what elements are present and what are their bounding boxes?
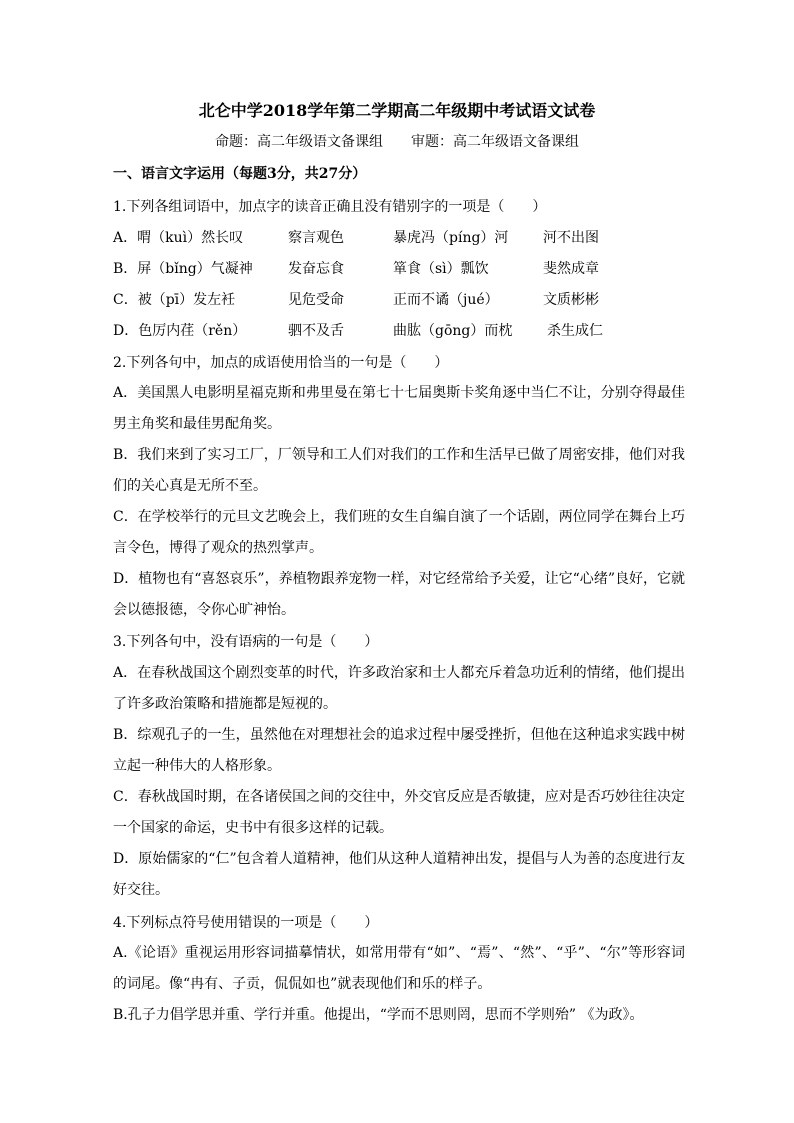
option-item: 察言观色	[288, 230, 344, 246]
question-3-stem: 3.下列各句中，没有语病的一句是（ ）	[113, 634, 379, 650]
option-item: 发奋忘食	[288, 261, 344, 277]
question-3-option-a: A．在春秋战国这个剧烈变革的时代，许多政治家和士人都充斥着急功近利的情绪，他们提出了许多政治策略和措施都是短视的。	[113, 665, 685, 712]
option-item: 正而不谲（jué）	[393, 292, 499, 308]
question-2-option-b: B．我们来到了实习工厂，厂领导和工人们对我们的工作和生活早已做了周密安排，他们对我们的关心真是无所不至。	[113, 447, 685, 494]
question-4-option-a: A.《论语》重视运用形容词描摹情状，如常用带有“如”、“焉”、“然”、“乎”、“尔”等形容词的词尾。像“冉有、子贡，侃侃如也”就表现他们和乐的样子。	[113, 945, 685, 992]
question-2-option-d: D．植物也有“喜怒哀乐”，养植物跟养宠物一样，对它经常给予关爱，让它“心绪”良好，它就会以德报德，令你心旷神怡。	[113, 571, 685, 618]
question-2-option-c: C．在学校举行的元旦文艺晚会上，我们班的女生自编自演了一个话剧，两位同学在舞台上巧言令色，博得了观众的热烈掌声。	[113, 509, 685, 556]
author-setter: 命题：高二年级语文备课组	[215, 134, 383, 150]
question-3-option-b: B．综观孔子的一生，虽然他在对理想社会的追求过程中屡受挫折，但他在这种追求实践中树立起一种伟大的人格形象。	[113, 727, 685, 774]
question-4-option-b: B.孔子力倡学思并重、学行并重。他提出，“学而不思则罔，思而不学则殆” 《为政》。	[113, 1007, 644, 1023]
option-item: 箪食（sì）瓢饮	[393, 261, 489, 277]
question-2-stem: 2.下列各句中，加点的成语使用恰当的一句是（ ）	[113, 355, 449, 371]
option-item: 杀生成仁	[547, 323, 603, 339]
option-item: 见危受命	[288, 292, 344, 308]
exam-authors	[0, 132, 794, 152]
question-3-option-c: C．春秋战国时期，在各诸侯国之间的交往中，外交官反应是否敏捷，应对是否巧妙往往决定一个国家的命运，史书中有很多这样的记载。	[113, 789, 685, 836]
author-reviewer: 审题：高二年级语文备课组	[411, 134, 579, 150]
option-item: 曲肱（gōng）而枕	[393, 323, 513, 339]
question-2-option-a: A．美国黑人电影明星福克斯和弗里曼在第七十七届奥斯卡奖角逐中当仁不让，分别夺得最佳男主角奖和最佳男配角奖。	[113, 385, 685, 432]
option-item: 暴虎冯（píng）河	[393, 230, 509, 246]
page-title: 北仑中学2018学年第二学期高二年级期中考试语文试卷	[198, 101, 596, 120]
option-item: 驷不及舌	[288, 323, 344, 339]
question-4-stem: 4.下列标点符号使用错误的一项是（ ）	[113, 915, 379, 931]
option-item: A．喟（kuì）然长叹	[113, 230, 244, 246]
question-3-option-d: D．原始儒家的“仁”包含着人道精神，他们从这种人道精神出发，提倡与人为善的态度进行友好交往。	[113, 851, 685, 898]
option-item: D．色厉内荏（rěn）	[113, 323, 247, 339]
option-item: 河不出图	[543, 230, 599, 246]
option-item: 文质彬彬	[543, 292, 599, 308]
option-item: C．被（pī）发左衽	[113, 292, 236, 308]
question-1-stem: 1.下列各组词语中，加点字的读音正确且没有错别字的一项是（ ）	[113, 199, 547, 215]
section-heading: 一、语言文字运用（每题3分，共27分）	[113, 166, 367, 182]
option-item: B．屏（bǐng）气凝神	[113, 261, 253, 277]
option-item: 斐然成章	[543, 261, 599, 277]
